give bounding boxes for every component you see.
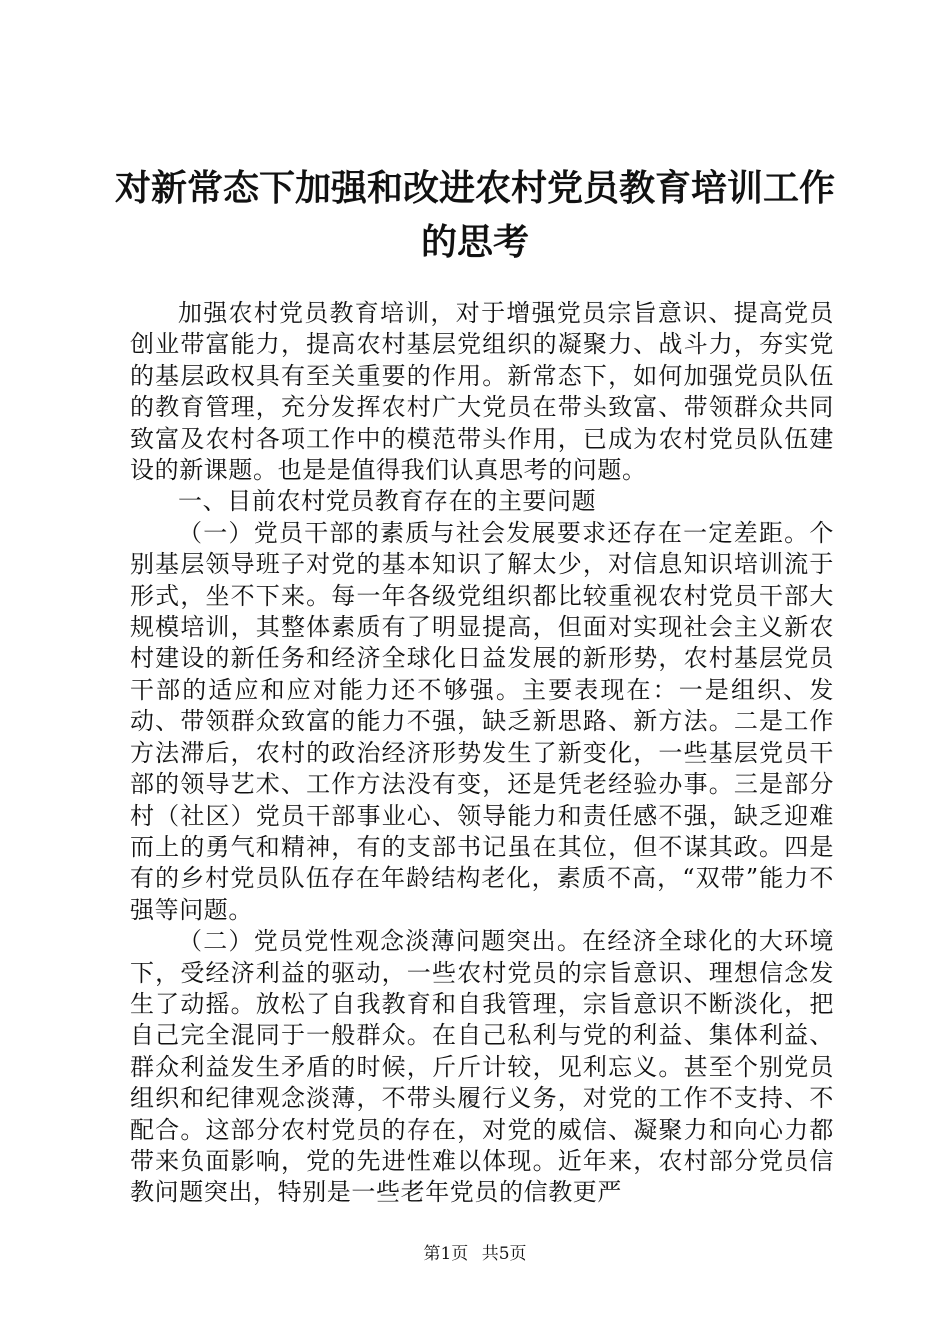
page-number-current: 第1页 bbox=[423, 1244, 469, 1264]
document-body bbox=[130, 298, 834, 1209]
page-footer bbox=[0, 1244, 950, 1264]
paragraph-subsection-1: （一）党员干部的素质与社会发展要求还存在一定差距。个别基层领导班子对党的基本知识了解太少，对信息知识培训流于形式，坐不下来。每一年各级党组织都比较重视农村党员干部大规模培训，其整体素质有了明显提高，但面对实现社会主义新农村建设的新任务和经济全球化日益发展的新形势，农村基层党员干部的适应和应对能力还不够强。主要表现在：一是组织、发动、带领群众致富的能力不强，缺乏新思路、新方法。二是工作方法滞后，农村的政治经济形势发生了新变化，一些基层党员干部的领导艺术、工作方法没有变，还是凭老经验办事。三是部分村（社区）党员干部事业心、领导能力和责任感不强，缺乏迎难而上的勇气和精神，有的支部书记虽在其位，但不谋其政。四是有的乡村党员队伍存在年龄结构老化，素质不高，“双带”能力不强等问题。 bbox=[130, 518, 834, 924]
document-title-line-2: 的思考 bbox=[420, 221, 529, 263]
document-title-line-1: 对新常态下加强和改进农村党员教育培训工作 bbox=[114, 167, 835, 209]
paragraph-intro: 加强农村党员教育培训，对于增强党员宗旨意识、提高党员创业带富能力，提高农村基层党组织的凝聚力、战斗力，夯实党的基层政权具有至关重要的作用。新常态下，如何加强党员队伍的教育管理，充分发挥农村广大党员在带头致富、带领群众共同致富及农村各项工作中的模范带头作用，已成为农村党员队伍建设的新课题。也是是值得我们认真思考的问题。 bbox=[130, 299, 834, 485]
page-number-total: 共5页 bbox=[481, 1244, 527, 1264]
paragraph-subsection-2: （二）党员党性观念淡薄问题突出。在经济全球化的大环境下，受经济利益的驱动，一些农村党员的宗旨意识、理想信念发生了动摇。放松了自我教育和自我管理，宗旨意识不断淡化，把自己完全混同于一般群众。在自己私利与党的利益、集体利益、群众利益发生矛盾的时候，斤斤计较，见利忘义。甚至个别党员组织和纪律观念淡薄，不带头履行义务，对党的工作不支持、不配合。这部分农村党员的存在，对党的威信、凝聚力和向心力都带来负面影响，党的先进性难以体现。近年来，农村部分党员信教问题突出，特别是一些老年党员的信教更严 bbox=[130, 927, 834, 1207]
section-heading-1: 一、目前农村党员教育存在的主要问题 bbox=[178, 487, 597, 516]
